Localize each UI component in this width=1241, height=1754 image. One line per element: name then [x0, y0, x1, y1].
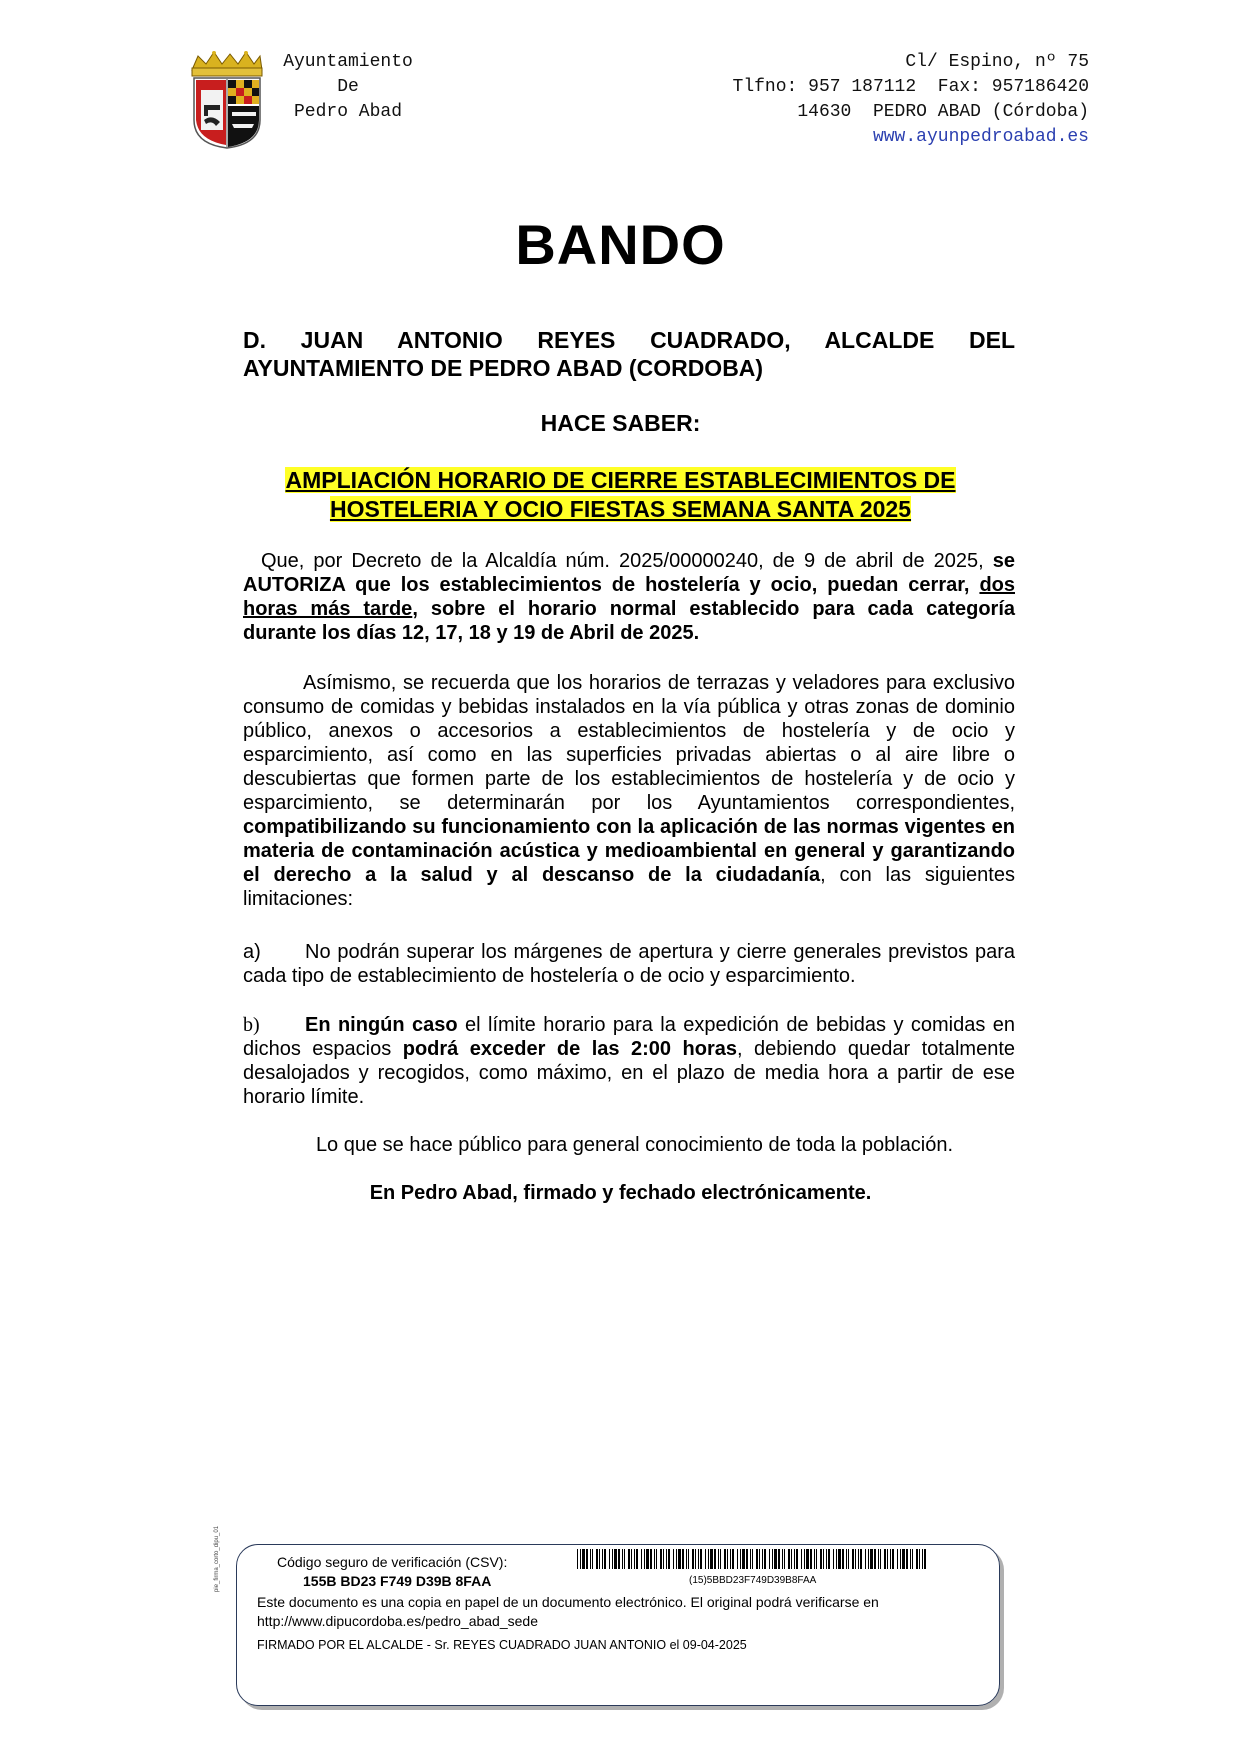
website-link[interactable]: www.ayunpedroabad.es [872, 127, 1089, 147]
signature-line: En Pedro Abad, firmado y fechado electrónicamente. [369, 1182, 872, 1204]
csv-label: Código seguro de verificación (CSV): [277, 1554, 508, 1570]
mayor-line-1: D. JUAN ANTONIO REYES CUADRADO, ALCALDE DEL [243, 327, 1015, 353]
mayor-heading [243, 326, 1015, 382]
notice-line-2: HOSTELERIA Y OCIO FIESTAS SEMANA SANTA 2025 [329, 496, 912, 522]
contact-block [733, 50, 1089, 150]
signed-by: FIRMADO POR EL ALCALDE - Sr. REYES CUADRADO JUAN ANTONIO el 09-04-2025 [257, 1638, 747, 1652]
address: Cl/ Espino, nº 75 [905, 52, 1089, 72]
csv-code: 155B BD23 F749 D39B 8FAA [303, 1573, 492, 1589]
footer-side-code: pie_firma_corto_dipu_01 [214, 1525, 220, 1592]
copy-notice: Este documento es una copia en papel de un documento electrónico. El original podrá verificarse en http://www.dipucordoba.es/pedro_abad_sede [257, 1594, 879, 1629]
document-title: BANDO [515, 213, 726, 276]
item-b-bold-start: En ningún caso [305, 1014, 458, 1036]
organization-name [268, 50, 428, 125]
item-b-marker: b) [243, 1014, 260, 1036]
item-b-end-text: , debiendo quedar totalmente desalojados y recogidos, como máximo, en el plazo de media hora a partir de ese horario límite. [243, 1038, 1015, 1108]
mayor-line-2: AYUNTAMIENTO DE PEDRO ABAD (CORDOBA) [243, 355, 764, 381]
item-a-text: No podrán superar los márgenes de apertura y cierre generales previstos para cada tipo de establecimiento de hostelería o de ocio y esparcimiento. [243, 941, 1015, 987]
notice-heading [0, 466, 1241, 524]
notice-line-1: AMPLIACIÓN HORARIO DE CIERRE ESTABLECIMIENTOS DE [285, 467, 956, 493]
org-line-2: De [337, 77, 359, 97]
phone-fax: Tlfno: 957 187112 Fax: 957186420 [732, 77, 1089, 97]
paragraph-terraces [243, 671, 1015, 911]
item-a-marker: a) [243, 941, 261, 963]
list-item-b [243, 1013, 1015, 1109]
barcode-text: (15)5BBD23F749D39B8FAA [689, 1575, 817, 1586]
item-b-limit: podrá exceder de las 2:00 horas [402, 1038, 737, 1060]
terraces-end-text: , con las siguientes limitaciones: [243, 864, 1015, 910]
decree-two-hours: dos horas más tarde [243, 574, 1015, 620]
decree-dates: , sobre el horario normal establecido para cada categoría durante los días 12, 17, 18 y 19 de Abril de 2025. [243, 598, 1016, 644]
list-item-a [243, 940, 1015, 988]
verification-box [236, 1544, 1000, 1706]
barcode-icon [577, 1549, 929, 1569]
public-notice-line: Lo que se hace público para general conocimiento de toda la población. [315, 1134, 954, 1156]
coat-of-arms-icon [186, 50, 266, 150]
paragraph-decree [243, 549, 1015, 645]
city: 14630 PEDRO ABAD (Córdoba) [797, 102, 1089, 122]
org-line-1: Ayuntamiento [283, 52, 413, 72]
terraces-bold-text: compatibilizando su funcionamiento con la aplicación de las normas vigentes en materia de contaminación acústica y medioambiental en general y garantizando el derecho a la salud y al descanso de la ciudadanía [243, 816, 1015, 886]
org-line-3: Pedro Abad [293, 102, 403, 122]
terraces-text: Asímismo, se recuerda que los horarios de terrazas y veladores para exclusivo consumo de comidas y bebidas instalados en la vía pública y otras zonas de dominio público, anexos o accesorios a establecimientos de hostelería y de ocio y esparcimiento, así como en las superficies privadas abiertas o al aire libre o descubiertas que formen parte de los establecimientos de hostelería y de ocio y esparcimiento, se determinarán por los Ayuntamientos correspondientes, [243, 672, 1015, 814]
item-b-text: el límite horario para la expedición de bebidas y comidas en dichos espacios [243, 1014, 1015, 1060]
decree-text: Que, por Decreto de la Alcaldía núm. 2025/00000240, de 9 de abril de 2025, [261, 550, 993, 572]
decree-authorization: se AUTORIZA que los establecimientos de hostelería y ocio, puedan cerrar, [243, 550, 1015, 596]
hace-saber-heading: HACE SABER: [540, 410, 701, 436]
